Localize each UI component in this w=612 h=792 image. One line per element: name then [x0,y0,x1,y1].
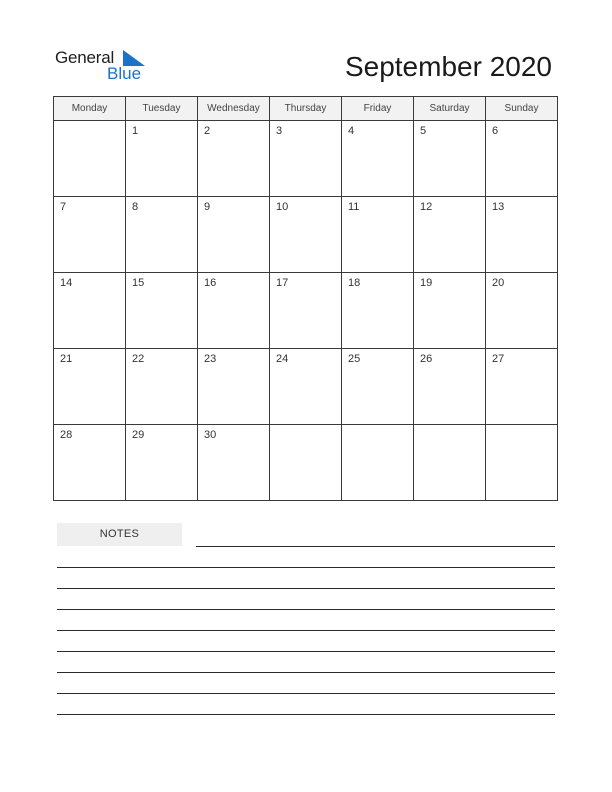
calendar-day-cell[interactable] [54,349,126,425]
calendar-day-cell[interactable] [270,121,342,197]
calendar-day-cell[interactable] [270,425,342,501]
calendar-day-cell[interactable] [414,273,486,349]
notes-line [196,546,555,547]
day-number: 2 [204,125,211,137]
calendar-day-cell[interactable] [342,273,414,349]
calendar-grid [53,96,558,501]
calendar-day-cell[interactable] [414,121,486,197]
logo-text-blue: Blue [107,64,142,83]
day-number: 18 [348,277,361,289]
day-number: 21 [60,353,73,365]
day-number: 13 [492,201,505,213]
day-number: 4 [348,125,355,137]
weekday-header-row [54,97,558,121]
calendar-week-row [54,197,558,273]
calendar-day-cell[interactable] [342,197,414,273]
calendar-day-cell[interactable] [270,197,342,273]
calendar-day-cell[interactable] [486,349,558,425]
calendar-day-cell[interactable] [414,425,486,501]
day-number [342,425,413,429]
calendar-day-cell[interactable] [198,273,270,349]
day-number: 9 [204,201,211,213]
weekday-header-thursday: Thursday [270,97,342,121]
calendar-day-cell[interactable] [486,425,558,501]
day-number: 28 [60,429,73,441]
notes-line [57,693,555,694]
day-number: 30 [204,429,217,441]
day-number [414,425,485,429]
day-number: 12 [420,201,433,213]
day-number: 7 [60,201,67,213]
calendar-day-cell[interactable] [126,197,198,273]
day-number: 26 [420,353,433,365]
day-number [486,425,557,429]
calendar-day-cell[interactable] [342,121,414,197]
day-number: 24 [276,353,289,365]
day-number: 14 [60,277,73,289]
calendar-day-cell[interactable] [486,121,558,197]
day-number: 10 [276,201,289,213]
day-number: 1 [132,125,139,137]
calendar-week-row [54,273,558,349]
weekday-header-tuesday: Tuesday [126,97,198,121]
day-number: 15 [132,277,145,289]
weekday-header-friday: Friday [342,97,414,121]
weekday-header-saturday: Saturday [414,97,486,121]
calendar-day-cell[interactable] [198,425,270,501]
page-title: September 2020 [344,51,552,82]
weekday-header-monday: Monday [54,97,126,121]
day-number: 20 [492,277,505,289]
calendar-day-cell[interactable] [54,197,126,273]
day-number: 5 [420,125,427,137]
brand-logo [55,46,155,86]
calendar-week-row [54,121,558,197]
day-number: 22 [132,353,145,365]
notes-line [57,714,555,715]
calendar-day-cell[interactable] [198,197,270,273]
notes-line [57,651,555,652]
day-number: 23 [204,353,217,365]
calendar-week-row [54,349,558,425]
calendar-day-cell[interactable] [198,349,270,425]
day-number: 17 [276,277,289,289]
notes-line [57,609,555,610]
day-number: 8 [132,201,139,213]
day-number: 19 [420,277,433,289]
day-number: 11 [348,201,360,213]
day-number: 27 [492,353,505,365]
calendar-day-cell[interactable] [126,273,198,349]
calendar-day-cell[interactable] [342,425,414,501]
calendar-day-cell[interactable] [270,273,342,349]
notes-line [57,630,555,631]
day-number: 6 [492,125,499,137]
calendar-day-cell[interactable] [198,121,270,197]
day-number: 16 [204,277,217,289]
calendar-day-cell[interactable] [414,349,486,425]
weekday-header-wednesday: Wednesday [198,97,270,121]
day-number: 29 [132,429,145,441]
notes-line [57,672,555,673]
calendar-day-cell[interactable] [270,349,342,425]
calendar-day-cell[interactable] [126,349,198,425]
weekday-header-sunday: Sunday [486,97,558,121]
calendar-day-cell[interactable] [414,197,486,273]
calendar-day-cell[interactable] [126,425,198,501]
logo-text-general: General [55,48,115,67]
day-number: 3 [276,125,283,137]
calendar-day-cell[interactable] [54,273,126,349]
day-number [54,121,125,125]
day-number: 25 [348,353,361,365]
calendar-day-cell[interactable] [486,197,558,273]
calendar-week-row [54,425,558,501]
notes-line [57,567,555,568]
notes-label: NOTES [57,523,182,546]
calendar-day-cell[interactable] [486,273,558,349]
calendar-day-cell[interactable] [54,121,126,197]
calendar-day-cell[interactable] [54,425,126,501]
calendar-day-cell[interactable] [126,121,198,197]
calendar-body [54,121,558,501]
calendar-day-cell[interactable] [342,349,414,425]
day-number [270,425,341,429]
notes-line [57,588,555,589]
